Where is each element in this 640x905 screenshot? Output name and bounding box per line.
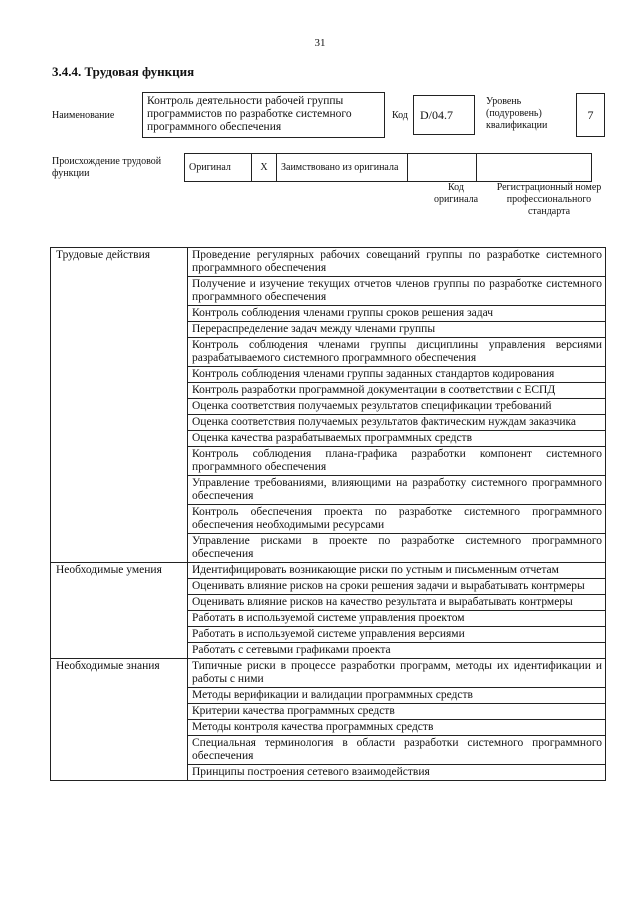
item-cell: Перераспределение задач между членами группы (188, 322, 606, 338)
section-title-cell: Трудовые действия (51, 248, 188, 563)
origin-original-cell: Оригинал (185, 154, 252, 182)
table-row (51, 659, 606, 688)
level-label: Уровень (подуровень) квалификации (486, 96, 548, 131)
origin-borrowed-cell: Заимствовано из оригинала (277, 154, 408, 182)
name-label: Наименование (52, 110, 115, 121)
item-cell: Методы контроля качества программных средств (188, 720, 606, 736)
page-number: 31 (314, 37, 326, 49)
item-cell: Работать в используемой системе управления версиями (188, 627, 606, 643)
code-original-caption: Код оригинала (433, 182, 479, 205)
item-cell: Типичные риски в процессе разработки программ, методы их идентификации и работы с ними (188, 659, 606, 688)
item-cell: Оценивать влияние рисков на сроки решения задачи и вырабатывать контрмеры (188, 579, 606, 595)
item-cell: Управление рисками в проекте по разработке системного программного обеспечения (188, 534, 606, 563)
item-cell: Контроль обеспечения проекта по разработке системного программного обеспечения необходимыми ресурсами (188, 505, 606, 534)
item-cell: Принципы построения сетевого взаимодействия (188, 765, 606, 781)
item-cell: Идентифицировать возникающие риски по устным и письменным отчетам (188, 563, 606, 579)
item-cell: Контроль соблюдения членами группы сроков решения задач (188, 306, 606, 322)
item-cell: Управление требованиями, влияющими на разработку системного программного обеспечения (188, 476, 606, 505)
origin-label: Происхождение трудовой функции (52, 156, 162, 179)
table-row (51, 248, 606, 277)
code-field: D/04.7 (413, 95, 475, 135)
reg-number-caption: Регистрационный номер профессионального стандарта (496, 182, 602, 217)
item-cell: Оценка соответствия получаемых результатов фактическим нуждам заказчика (188, 415, 606, 431)
item-cell: Критерии качества программных средств (188, 704, 606, 720)
origin-code-cell (408, 154, 477, 182)
item-cell: Специальная терминология в области разработки системного программного обеспечения (188, 736, 606, 765)
item-cell: Оценка качества разрабатываемых программных средств (188, 431, 606, 447)
item-cell: Контроль соблюдения членами группы дисциплины управления версиями разрабатываемого системного программного обеспечения (188, 338, 606, 367)
level-field: 7 (576, 93, 605, 137)
item-cell: Работать с сетевыми графиками проекта (188, 643, 606, 659)
table-row (51, 563, 606, 579)
item-cell: Проведение регулярных рабочих совещаний группы по разработке системного программного обеспечения (188, 248, 606, 277)
function-details-table (50, 247, 606, 781)
item-cell: Оценивать влияние рисков на качество результата и вырабатывать контрмеры (188, 595, 606, 611)
section-heading: 3.4.4. Трудовая функция (52, 64, 195, 79)
section-title-cell: Необходимые знания (51, 659, 188, 781)
section-title-cell: Необходимые умения (51, 563, 188, 659)
item-cell: Методы верификации и валидации программных средств (188, 688, 606, 704)
code-label: Код (392, 110, 408, 121)
item-cell: Работать в используемой системе управления проектом (188, 611, 606, 627)
item-cell: Контроль соблюдения плана-графика разработки компонент системного программного обеспечения (188, 447, 606, 476)
item-cell: Получение и изучение текущих отчетов членов группы по разработке системного программного обеспечения (188, 277, 606, 306)
origin-table (184, 153, 592, 182)
function-name-field: Контроль деятельности рабочей группы программистов по разработке системного программного обеспечения (142, 92, 385, 138)
item-cell: Контроль разработки программной документации в соответствии с ЕСПД (188, 383, 606, 399)
origin-mark-cell: X (252, 154, 277, 182)
origin-reg-number-cell (477, 154, 592, 182)
item-cell: Оценка соответствия получаемых результатов спецификации требований (188, 399, 606, 415)
item-cell: Контроль соблюдения членами группы заданных стандартов кодирования (188, 367, 606, 383)
